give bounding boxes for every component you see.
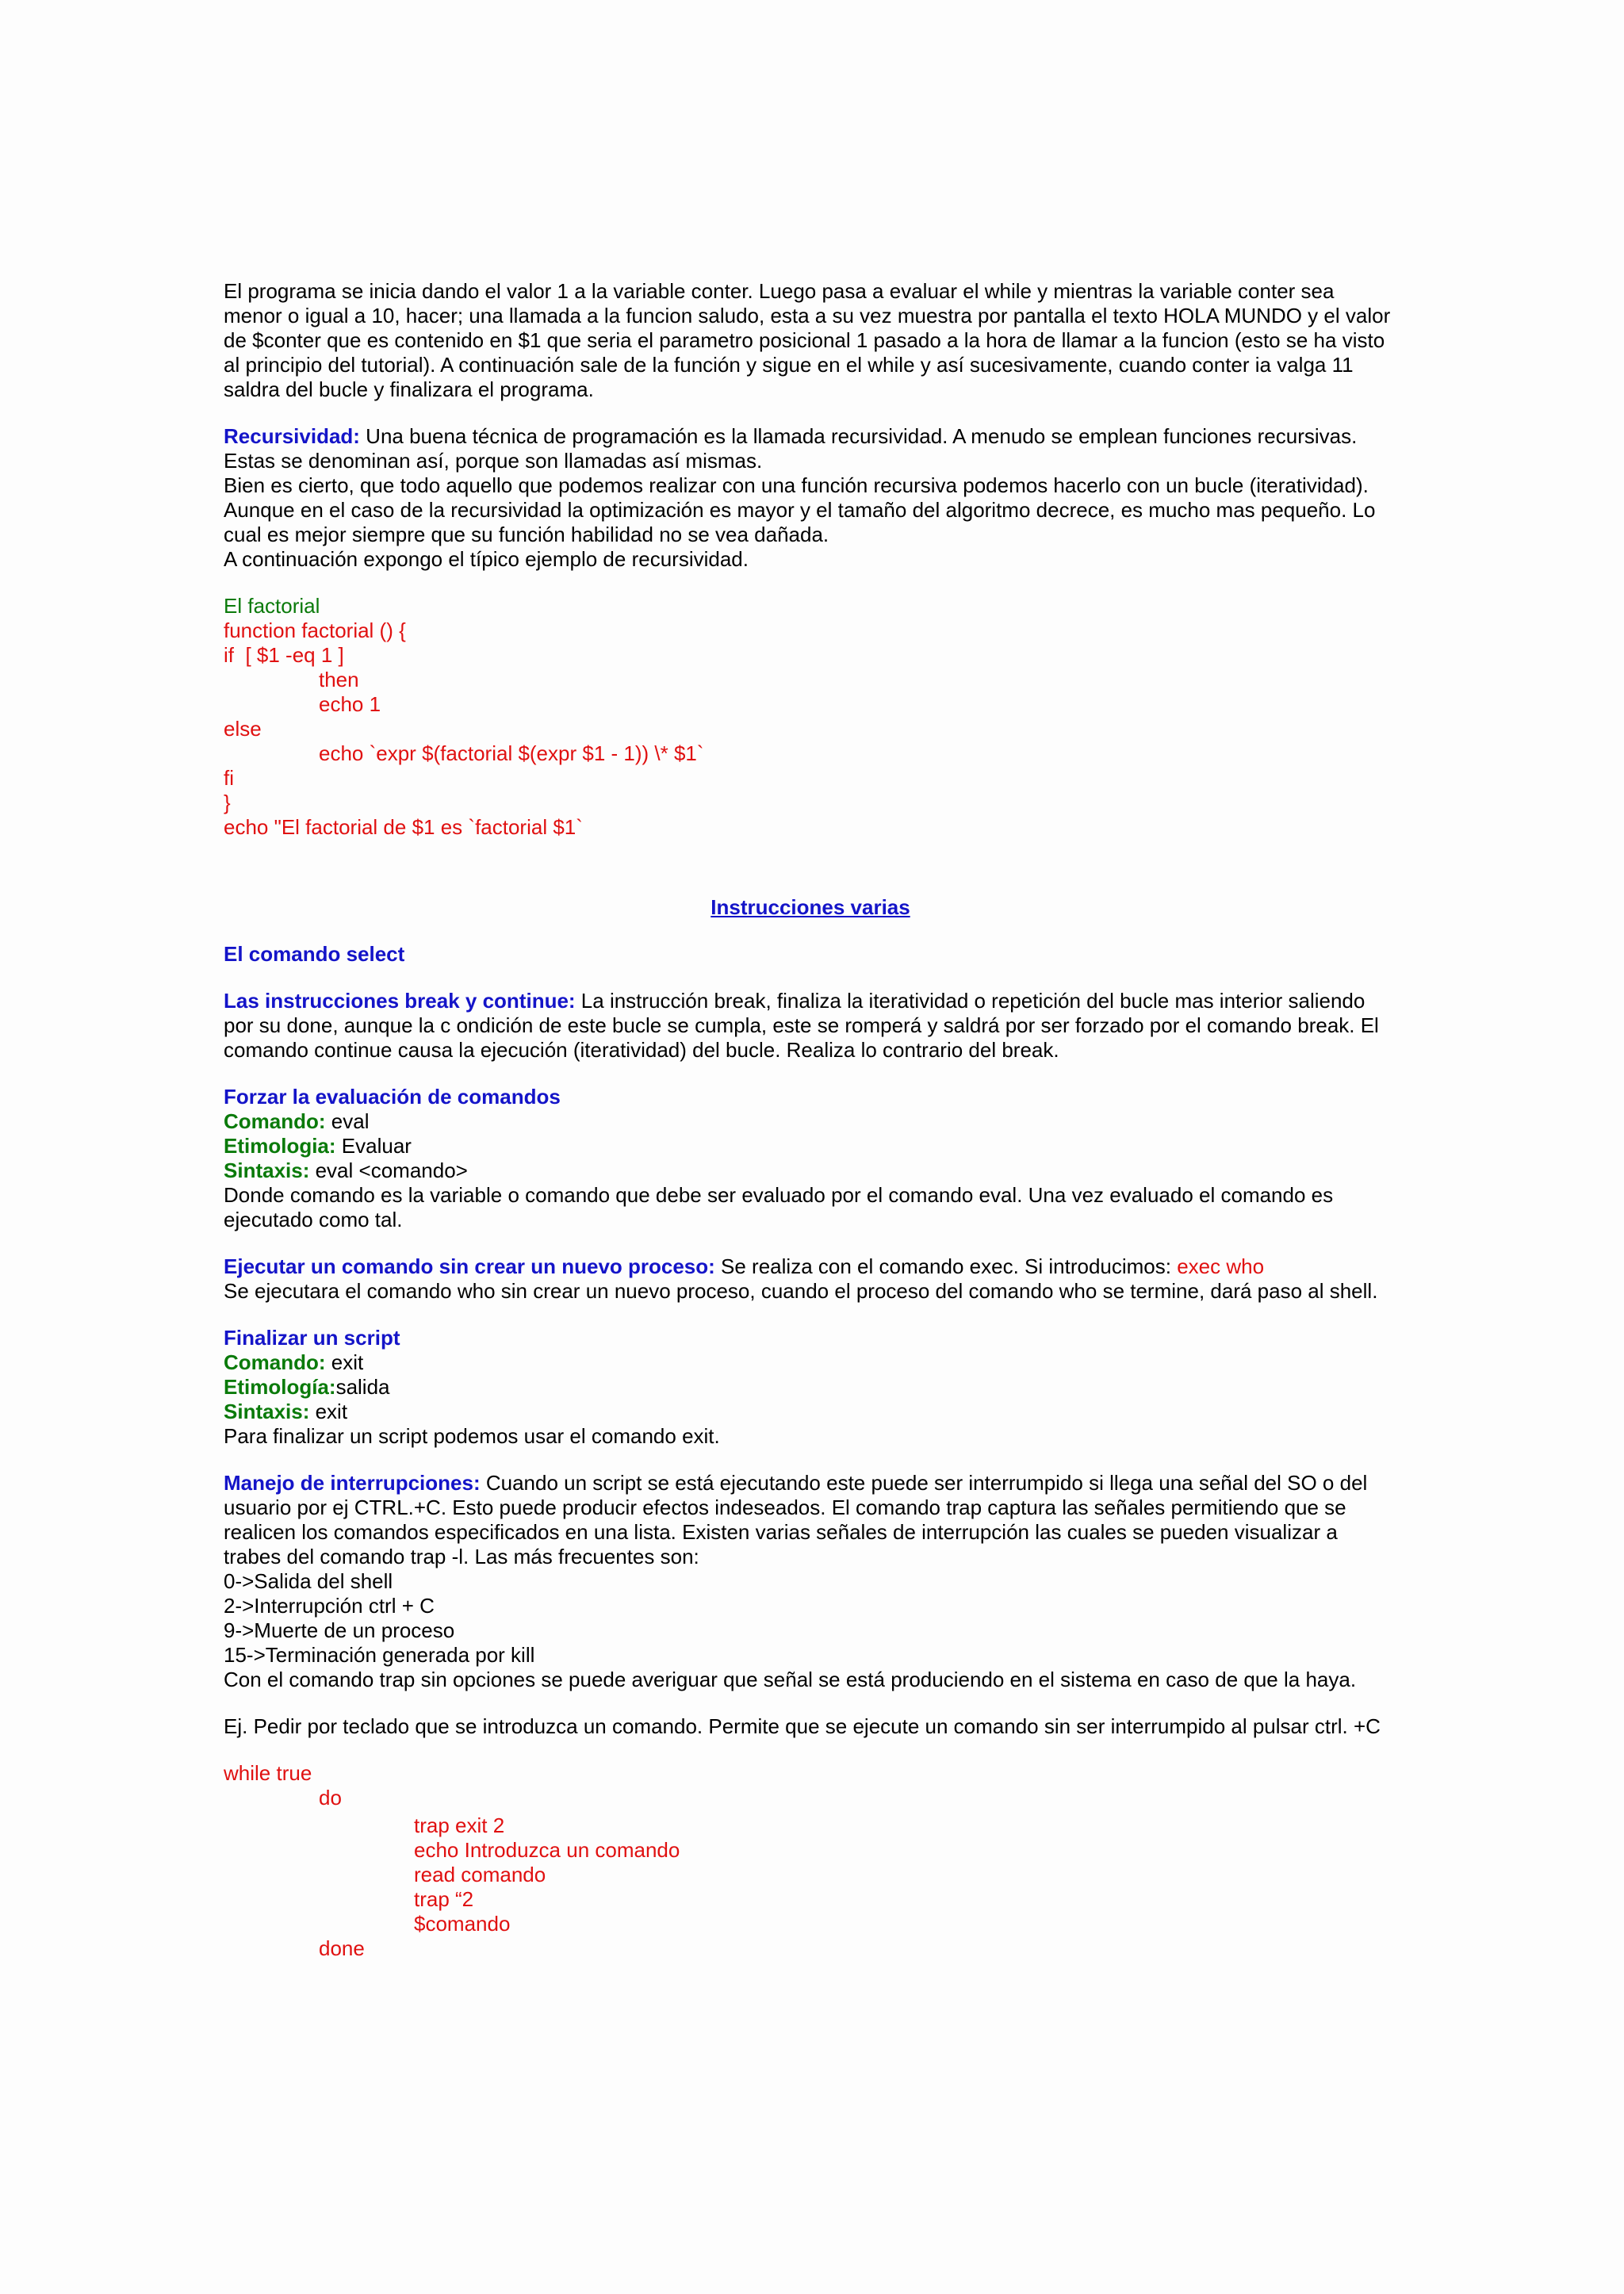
code-line: trap exit 2 (414, 1813, 505, 1837)
etimologia-label: Etimología: (224, 1375, 336, 1399)
eval-etimologia-line (224, 1134, 1397, 1158)
eval-sintaxis-line (224, 1158, 1397, 1183)
code-line: while true (224, 1761, 312, 1785)
code-line: then (319, 668, 359, 691)
etimologia-value: salida (335, 1375, 390, 1399)
sintaxis-label: Sintaxis: (224, 1158, 310, 1182)
signal-item: 0->Salida del shell (224, 1569, 393, 1593)
eval-comando-line (224, 1109, 1397, 1134)
exit-description: Para finalizar un script podemos usar el comando exit. (224, 1424, 720, 1448)
eval-heading: Forzar la evaluación de comandos (224, 1085, 561, 1109)
code-line: else (224, 717, 262, 741)
code-line: echo "El factorial de $1 es `factorial $1` (224, 815, 583, 839)
code-line: done (319, 1936, 365, 1960)
recursividad-paragraph-2: Bien es cierto, que todo aquello que podemos realizar con una función recursiva podemos hacerlo con un bucle (iteratividad). Aunque en el caso de la recursividad la optimización es mayor y el tamaño del algoritmo decrece, es mucho mas pequeño. Lo cual es mejor siempre que su función habilidad no se vea dañada. (224, 473, 1376, 546)
break-text: La instrucción break, finaliza la iteratividad o repetición del bucle mas interior saliendo por su done, aunque la c ondición de este bucle se cumpla, este se romperá y saldrá por ser forzado por el comando break. El comando continue causa la ejecución (iteratividad) del bucle. Realiza lo contrario del break. (224, 989, 1379, 1062)
exec-heading: Ejecutar un comando sin crear un nuevo proceso: (224, 1254, 715, 1278)
code-line: function factorial () { (224, 618, 406, 642)
eval-description: Donde comando es la variable o comando que debe ser evaluado por el comando eval. Una vez evaluado el comando es ejecutado como tal. (224, 1183, 1334, 1231)
trap-code-block (224, 1761, 1397, 1961)
exit-heading: Finalizar un script (224, 1326, 400, 1350)
exit-comando-line (224, 1350, 1397, 1375)
etimologia-value: Evaluar (335, 1134, 412, 1158)
recursividad-text: Una buena técnica de programación es la llamada recursividad. A menudo se emplean funciones recursivas. Estas se denominan así, porque son llamadas así mismas. (224, 424, 1358, 473)
comando-value: exit (325, 1350, 364, 1374)
document-body (224, 279, 1397, 1961)
exit-etimologia-line (224, 1375, 1397, 1400)
exec-code: exec who (1177, 1254, 1265, 1278)
code-line: } (224, 791, 231, 814)
select-heading: El comando select (224, 942, 405, 966)
sintaxis-label: Sintaxis: (224, 1400, 310, 1423)
trap-paragraph (224, 1471, 1397, 1569)
trap-text: Cuando un script se está ejecutando este puede ser interrumpido si llega una señal del SO o del usuario por ej CTRL.+C. Esto puede producir efectos indeseados. El comando trap captura las señales permitiendo que se realicen los comandos especificados en una lista. Existen varias señales de interrupción las cuales se pueden visualizar a trabes del comando trap -l. Las más frecuentes son: (224, 1471, 1368, 1568)
factorial-title: El factorial (224, 594, 320, 618)
exec-paragraph (224, 1254, 1397, 1279)
code-line: echo `expr $(factorial $(expr $1 - 1)) \* $1` (319, 741, 704, 765)
section-title: Instrucciones varias (710, 895, 910, 919)
exec-text: Se realiza con el comando exec. Si introducimos: (714, 1254, 1178, 1278)
exit-sintaxis-line (224, 1400, 1397, 1424)
recursividad-heading: Recursividad: (224, 424, 360, 448)
code-line: do (319, 1786, 342, 1810)
trap-description: Con el comando trap sin opciones se puede averiguar que señal se está produciendo en el sistema en caso de que la haya. (224, 1668, 1357, 1691)
example-paragraph: Ej. Pedir por teclado que se introduzca un comando. Permite que se ejecute un comando sin ser interrumpido al pulsar ctrl. +C (224, 1714, 1381, 1738)
comando-label: Comando: (224, 1109, 326, 1133)
comando-label: Comando: (224, 1350, 326, 1374)
code-line: if [ $1 -eq 1 ] (224, 643, 344, 667)
factorial-code-block (224, 618, 1397, 840)
break-heading: Las instrucciones break y continue: (224, 989, 576, 1013)
etimologia-label: Etimologia: (224, 1134, 336, 1158)
trap-heading: Manejo de interrupciones: (224, 1471, 481, 1495)
signal-item: 15->Terminación generada por kill (224, 1643, 535, 1667)
signal-item: 2->Interrupción ctrl + C (224, 1594, 435, 1618)
recursividad-paragraph-3: A continuación expongo el típico ejemplo de recursividad. (224, 547, 749, 571)
comando-value: eval (325, 1109, 370, 1133)
code-line: read comando (414, 1863, 546, 1886)
code-line: echo Introduzca un comando (414, 1838, 680, 1862)
code-line: fi (224, 766, 234, 790)
sintaxis-value: eval <comando> (309, 1158, 468, 1182)
intro-paragraph: El programa se inicia dando el valor 1 a la variable conter. Luego pasa a evaluar el while y mientras la variable conter sea menor o igual a 10, hacer; una llamada a la funcion saludo, esta a su vez muestra por pantalla el texto HOLA MUNDO y el valor de $conter que es contenido en $1 que seria el parametro posicional 1 pasado a la hora de llamar a la funcion (esto se ha visto al principio del tutorial). A continuación sale de la función y sigue en el while y así sucesivamente, cuando conter ia valga 11 saldra del bucle y finalizara el programa. (224, 279, 1391, 401)
code-line: $comando (414, 1912, 511, 1936)
code-line: echo 1 (319, 692, 381, 716)
break-paragraph (224, 989, 1397, 1063)
signal-item: 9->Muerte de un proceso (224, 1618, 455, 1642)
recursividad-paragraph (224, 424, 1397, 473)
code-line: trap “2 (414, 1887, 474, 1911)
exec-description: Se ejecutara el comando who sin crear un nuevo proceso, cuando el proceso del comando who se termine, dará paso al shell. (224, 1279, 1378, 1303)
sintaxis-value: exit (309, 1400, 348, 1423)
